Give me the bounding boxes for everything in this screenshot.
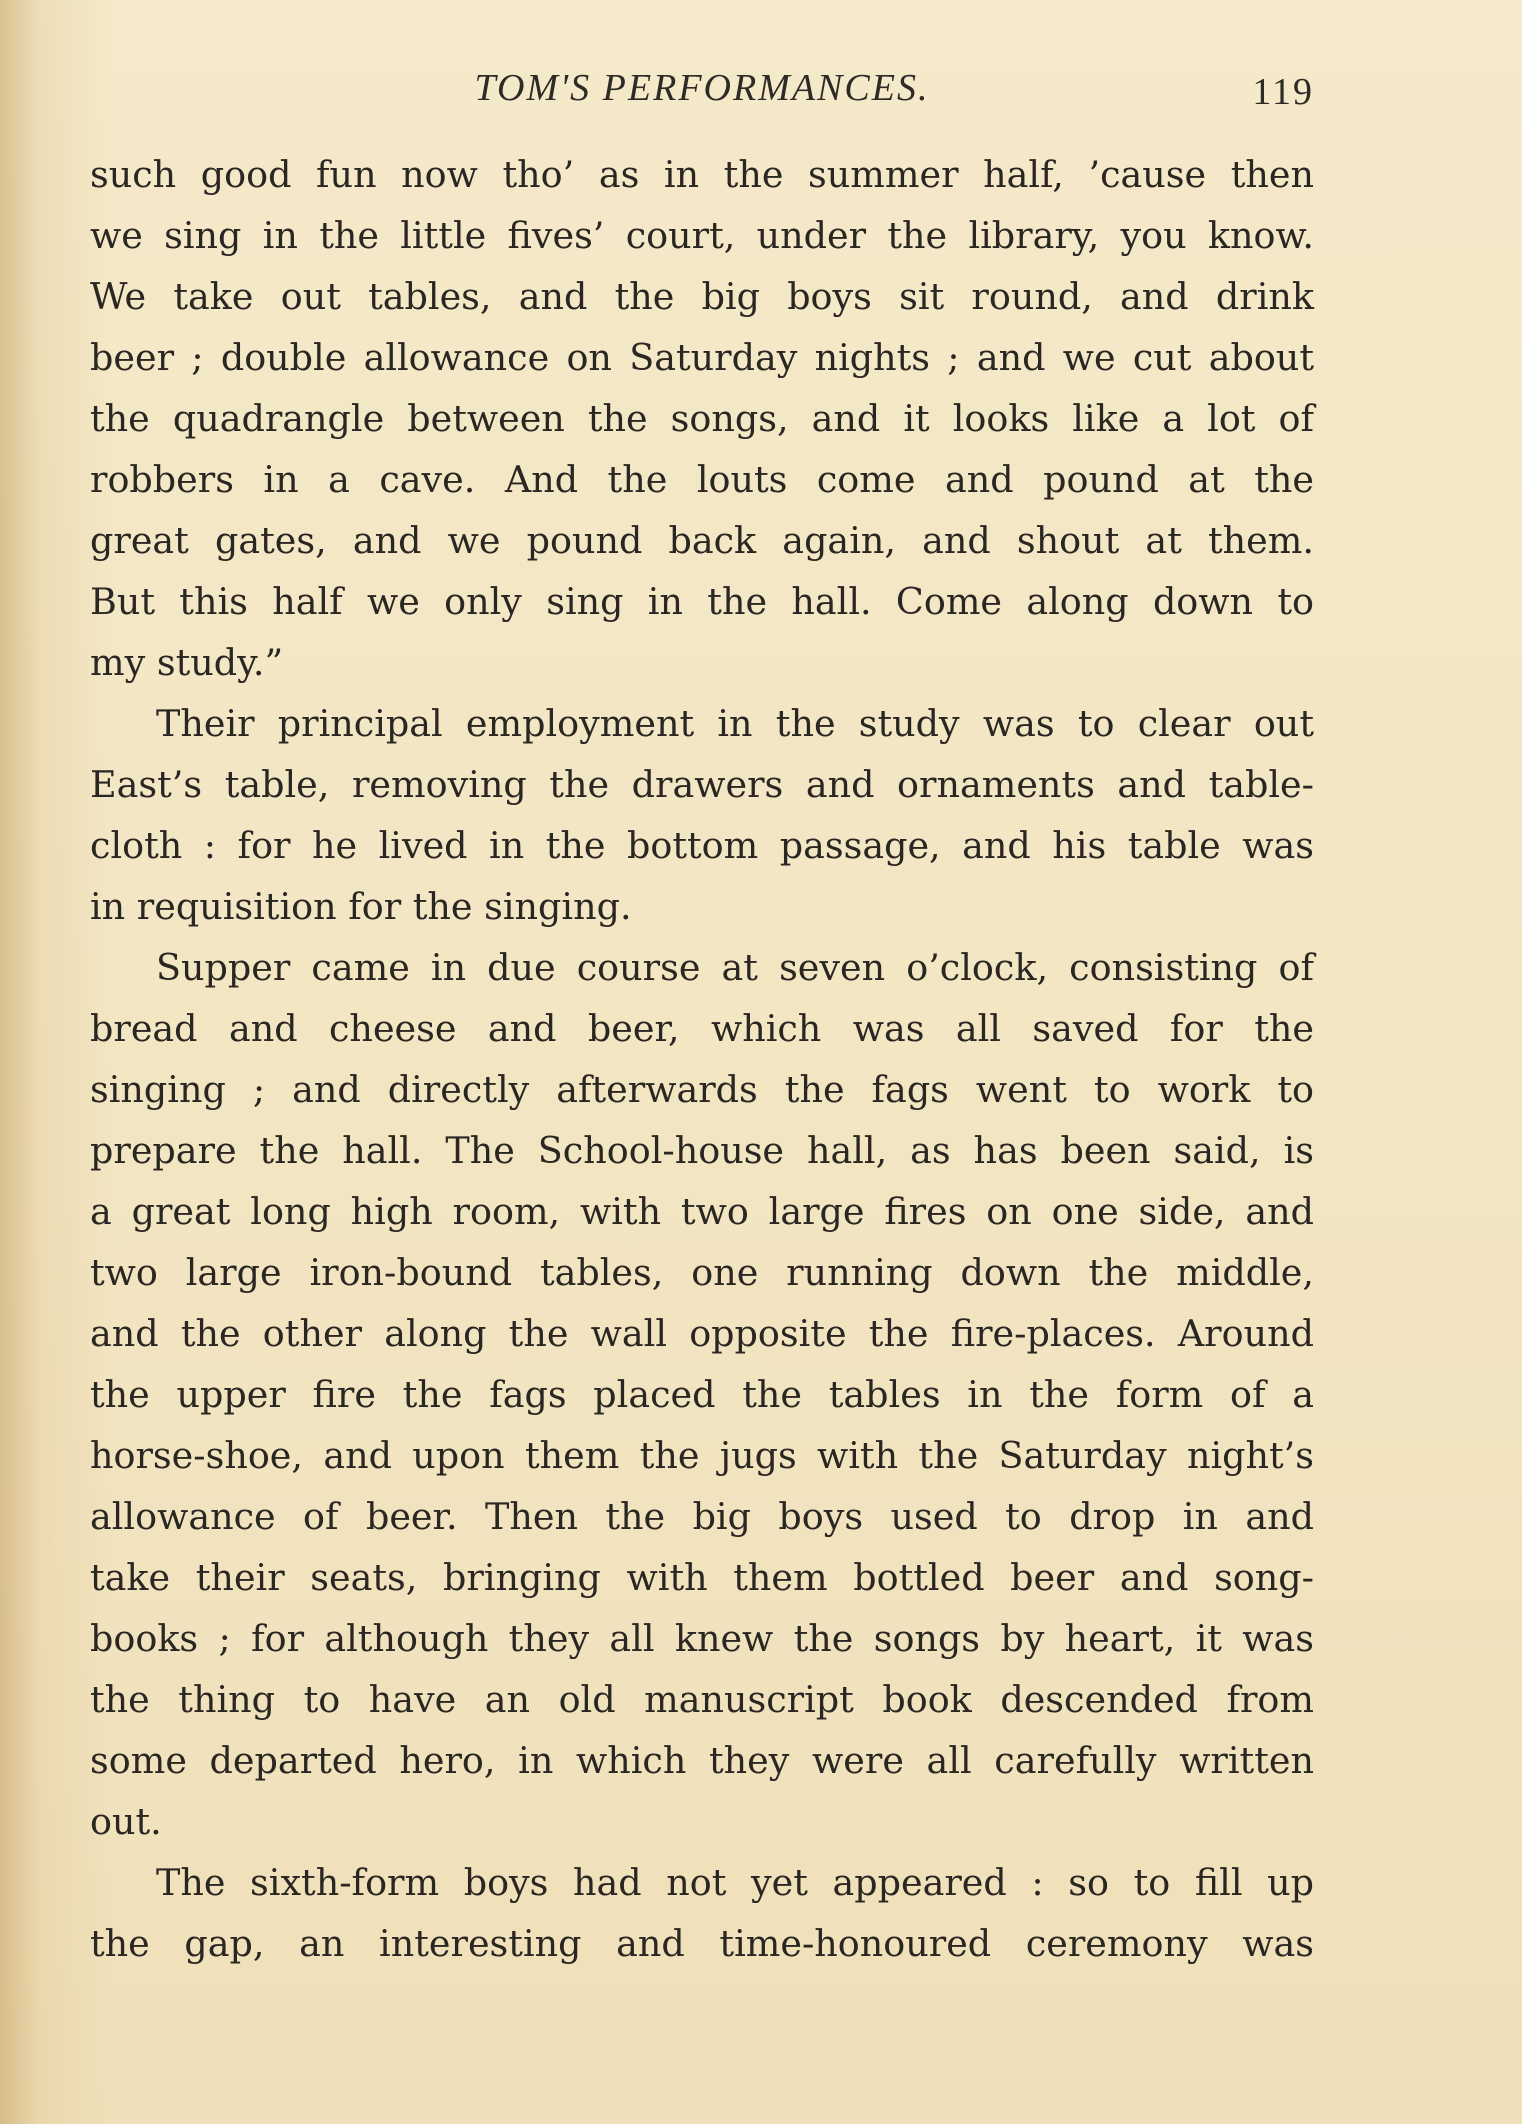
page-number: 119 [1252,71,1314,113]
text-line: we sing in the little fives’ court, under the library, you know. [90,214,1314,257]
paragraph-1 [90,144,1314,693]
text-line: robbers in a cave. And the louts come and pound at the [90,458,1314,501]
text-line: We take out tables, and the big boys sit round, and drink [90,275,1314,318]
text-line: East’s table, removing the drawers and ornaments and table- [90,763,1314,806]
text-line: the thing to have an old manuscript book descended from [90,1678,1314,1721]
text-line: prepare the hall. The School-house hall, as has been said, is [90,1129,1314,1172]
text-line: Their principal employment in the study was to clear out [156,702,1314,745]
running-head [90,66,1314,122]
text-line: The sixth-form boys had not yet appeared : so to fill up [156,1861,1314,1904]
text-line: But this half we only sing in the hall. Come along down to [90,580,1314,623]
text-line: allowance of beer. Then the big boys used to drop in and [90,1495,1314,1538]
text-line: take their seats, bringing with them bottled beer and song- [90,1556,1314,1599]
text-line: my study.” [90,641,284,684]
text-line: beer ; double allowance on Saturday nights ; and we cut about [90,336,1314,379]
text-line: two large iron-bound tables, one running down the middle, [90,1251,1314,1294]
text-line: great gates, and we pound back again, and shout at them. [90,519,1314,562]
text-line: books ; for although they all knew the songs by heart, it was [90,1617,1314,1660]
paragraph-3 [90,937,1314,1852]
text-line: the upper fire the fags placed the tables in the form of a [90,1373,1314,1416]
text-line: the gap, an interesting and time-honoured ceremony was [90,1922,1314,1965]
text-line: horse-shoe, and upon them the jugs with the Saturday night’s [90,1434,1314,1477]
running-title: TOM'S PERFORMANCES. [474,67,930,109]
text-line: out. [90,1800,162,1843]
paragraph-4 [90,1852,1314,1974]
paragraph-2 [90,693,1314,937]
text-line: cloth : for he lived in the bottom passage, and his table was [90,824,1314,867]
text-line: such good fun now tho’ as in the summer half, ’cause then [90,153,1314,196]
text-line: in requisition for the singing. [90,885,632,928]
text-line: and the other along the wall opposite the fire-places. Around [90,1312,1314,1355]
text-line: Supper came in due course at seven o’clock, consisting of [156,946,1314,989]
text-line: bread and cheese and beer, which was all saved for the [90,1007,1314,1050]
text-line: a great long high room, with two large fires on one side, and [90,1190,1314,1233]
body-text [90,144,1314,1974]
text-line: singing ; and directly afterwards the fags went to work to [90,1068,1314,1111]
text-line: some departed hero, in which they were all carefully written [90,1739,1314,1782]
text-line: the quadrangle between the songs, and it looks like a lot of [90,397,1314,440]
